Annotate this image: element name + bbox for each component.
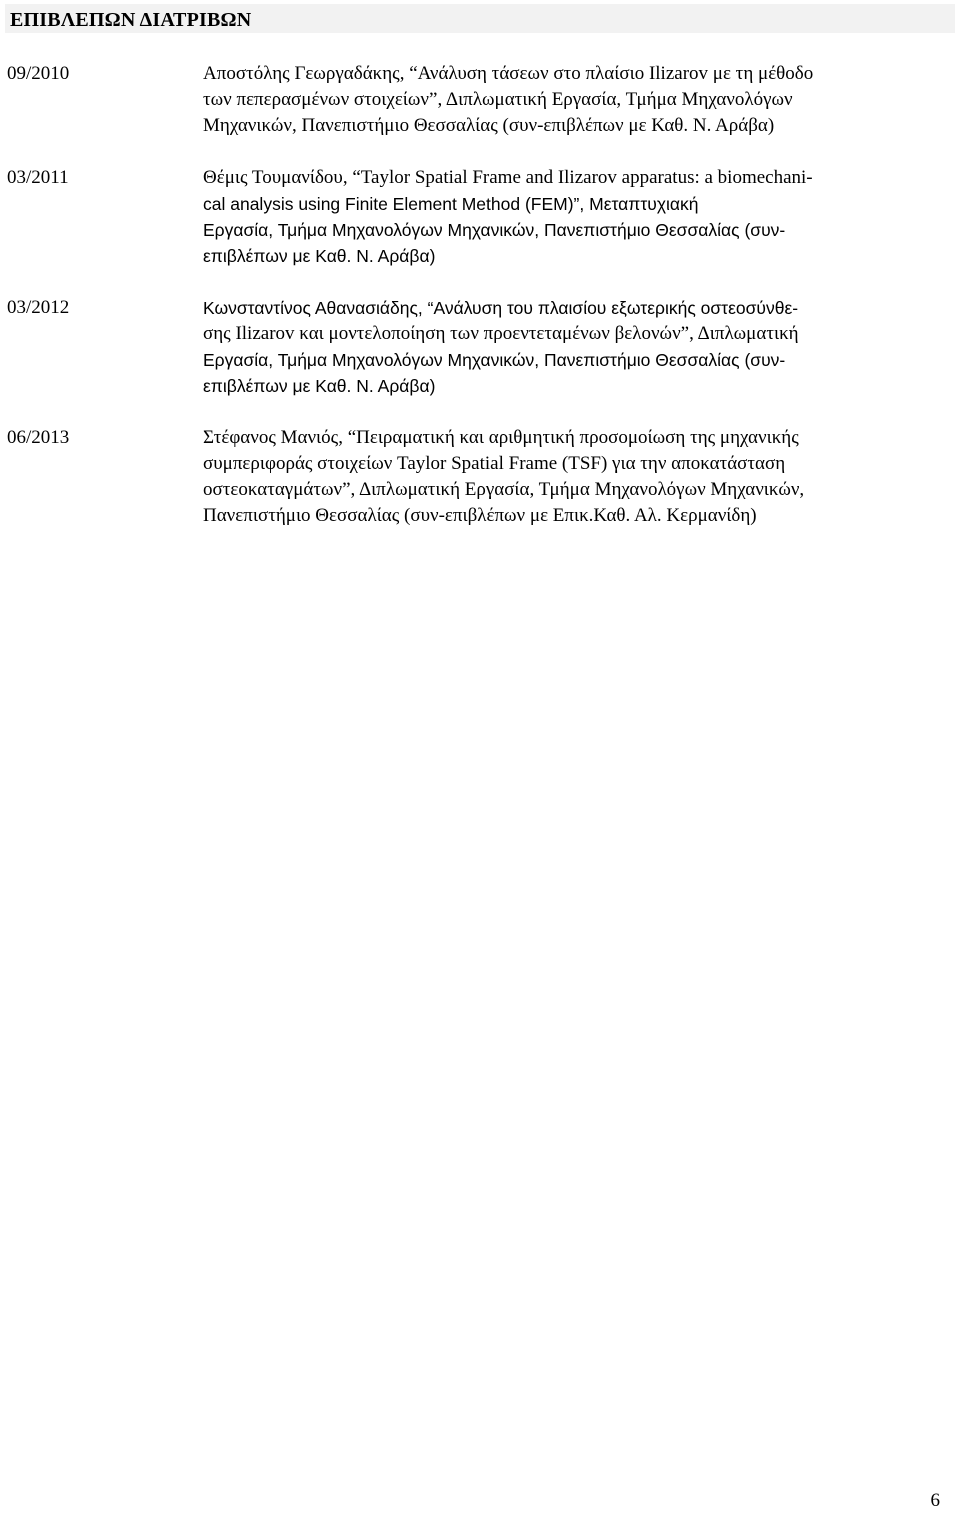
entry-description xyxy=(203,165,928,269)
entry-line: Πανεπιστήμιο Θεσσαλίας (συν-επιβλέπων με Επικ.Καθ. Αλ. Κερμανίδη) xyxy=(203,505,757,526)
entry-line: συμπεριφοράς στοιχείων Taylor Spatial Frame (TSF) για την αποκατάσταση xyxy=(203,453,786,474)
entry-description xyxy=(203,61,928,139)
entry-line: Αποστόλης Γεωργαδάκης, “Ανάλυση τάσεων στο πλαίσιο Ilizarov με τη μέθοδο xyxy=(203,63,814,84)
entry-description xyxy=(203,295,928,399)
entry-description xyxy=(203,425,928,529)
entry-line: επιβλέπων με Καθ. Ν. Αράβα) xyxy=(203,376,436,396)
entry-line: Εργασία, Τμήμα Μηχανολόγων Μηχανικών, Πανεπιστήμιο Θεσσαλίας (συν- xyxy=(203,350,786,370)
entry-date: 09/2010 xyxy=(7,63,70,84)
entry-line: Κωνσταντίνος Αθανασιάδης, “Ανάλυση του πλαισίου εξωτερικής οστεοσύνθε- xyxy=(203,298,799,318)
entry-line: σης Ilizarov και μοντελοποίηση των προεντεταμένων βελονών”, Διπλωματική xyxy=(203,323,799,344)
entry-line: επιβλέπων με Καθ. Ν. Αράβα) xyxy=(203,246,436,266)
page-number: 6 xyxy=(930,1490,940,1511)
entry-date: 06/2013 xyxy=(7,427,70,448)
section-title: ΕΠΙΒΛΕΠΩΝ ΔΙΑΤΡΙΒΩΝ xyxy=(10,9,252,31)
entry-line: cal analysis using Finite Element Method (FEM)”, Μεταπτυχιακή xyxy=(203,194,699,214)
entry-line: Θέμις Τουμανίδου, “Taylor Spatial Frame and Ilizarov apparatus: a biomechani- xyxy=(203,167,813,188)
entry-line: Μηχανικών, Πανεπιστήμιο Θεσσαλίας (συν-επιβλέπων με Καθ. Ν. Αράβα) xyxy=(203,115,775,136)
entry-line: οστεοκαταγμάτων”, Διπλωματική Εργασία, Τμήμα Μηχανολόγων Μηχανικών, xyxy=(203,479,805,500)
entry-date: 03/2012 xyxy=(7,297,70,318)
entry-line: των πεπερασμένων στοιχείων”, Διπλωματική Εργασία, Τμήμα Μηχανολόγων xyxy=(203,89,793,110)
section-header xyxy=(5,4,955,33)
entry-line: Στέφανος Μανιός, “Πειραματική και αριθμητική προσομοίωση της μηχανικής xyxy=(203,427,799,448)
entry-date: 03/2011 xyxy=(7,167,69,188)
entry-line: Εργασία, Τμήμα Μηχανολόγων Μηχανικών, Πανεπιστήμιο Θεσσαλίας (συν- xyxy=(203,220,786,240)
